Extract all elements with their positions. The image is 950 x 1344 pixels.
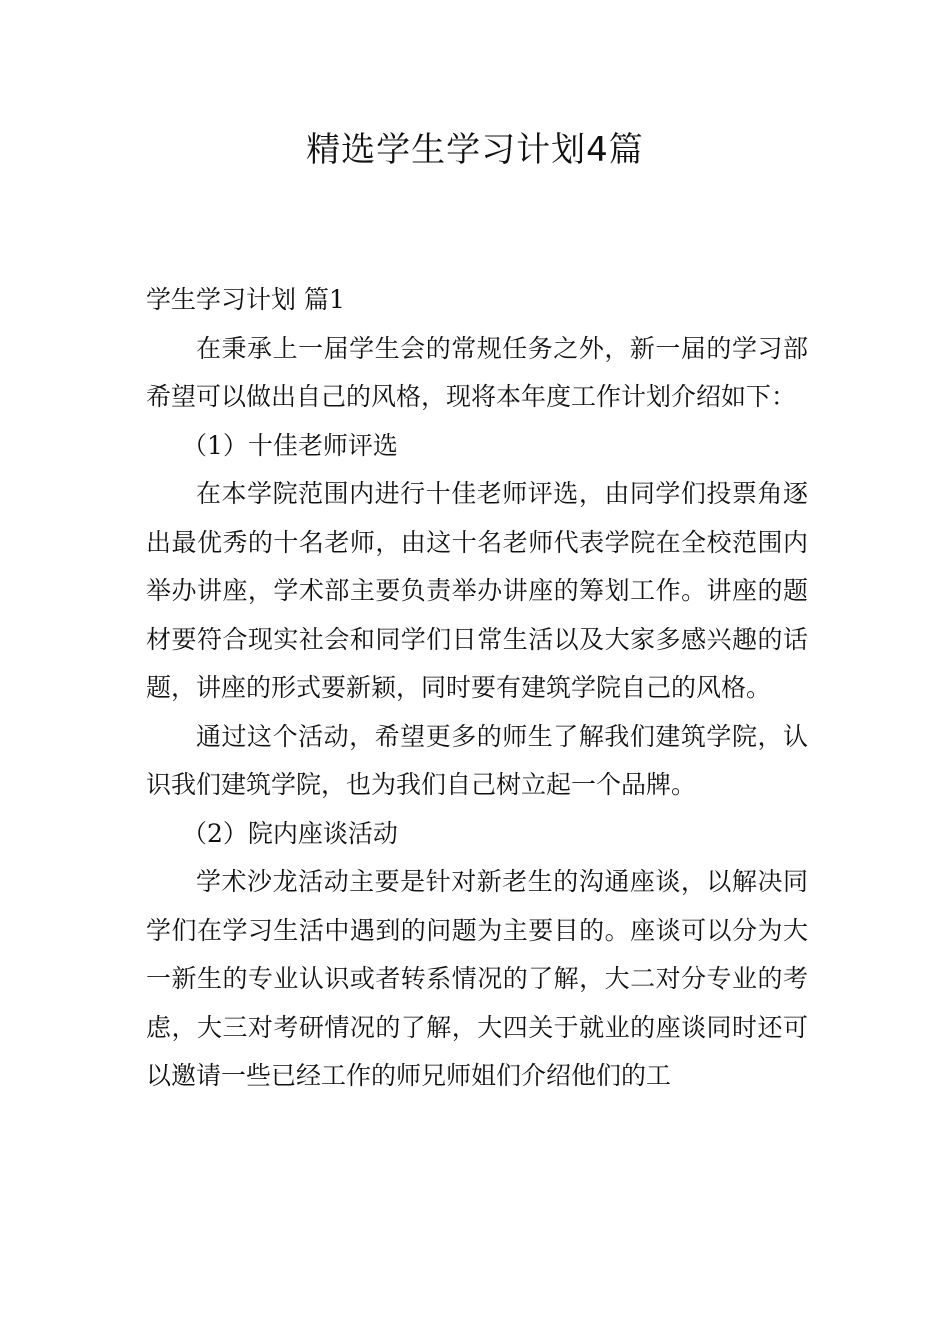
document-title: 精选学生学习计划4篇 — [306, 130, 644, 170]
paragraph-teacher-selection: 在本学院范围内进行十佳老师评选，由同学们投票角逐出最优秀的十名老师，由这十名老师代表学院在全校范围内举办讲座，学术部主要负责举办讲座的筹划工作。讲座的题材要符合现实社会和同学们日常生活以及大家多感兴趣的话题，讲座的形式要新颖，同时要有建筑学院自己的风格。 — [146, 479, 808, 702]
document-body — [146, 276, 808, 1101]
section-heading: 学生学习计划 篇1 — [146, 285, 345, 314]
item-heading-2: （2）院内座谈活动 — [182, 818, 398, 848]
paragraph-seminar: 学术沙龙活动主要是针对新老生的沟通座谈，以解决同学们在学习生活中遇到的问题为主要目的。座谈可以分为大一新生的专业认识或者转系情况的了解，大二对分专业的考虑，大三对考研情况的了解，大四关于就业的座谈同时还可以邀请一些已经工作的师兄师姐们介绍他们的工 — [146, 867, 808, 1090]
item-heading-1: （1）十佳老师评选 — [182, 430, 398, 460]
paragraph-intro: 在秉承上一届学生会的常规任务之外，新一届的学习部希望可以做出自己的风格，现将本年度工作计划介绍如下： — [146, 333, 808, 411]
paragraph-activity-goal: 通过这个活动，希望更多的师生了解我们建筑学院，认识我们建筑学院，也为我们自己树立起一个品牌。 — [146, 721, 808, 799]
